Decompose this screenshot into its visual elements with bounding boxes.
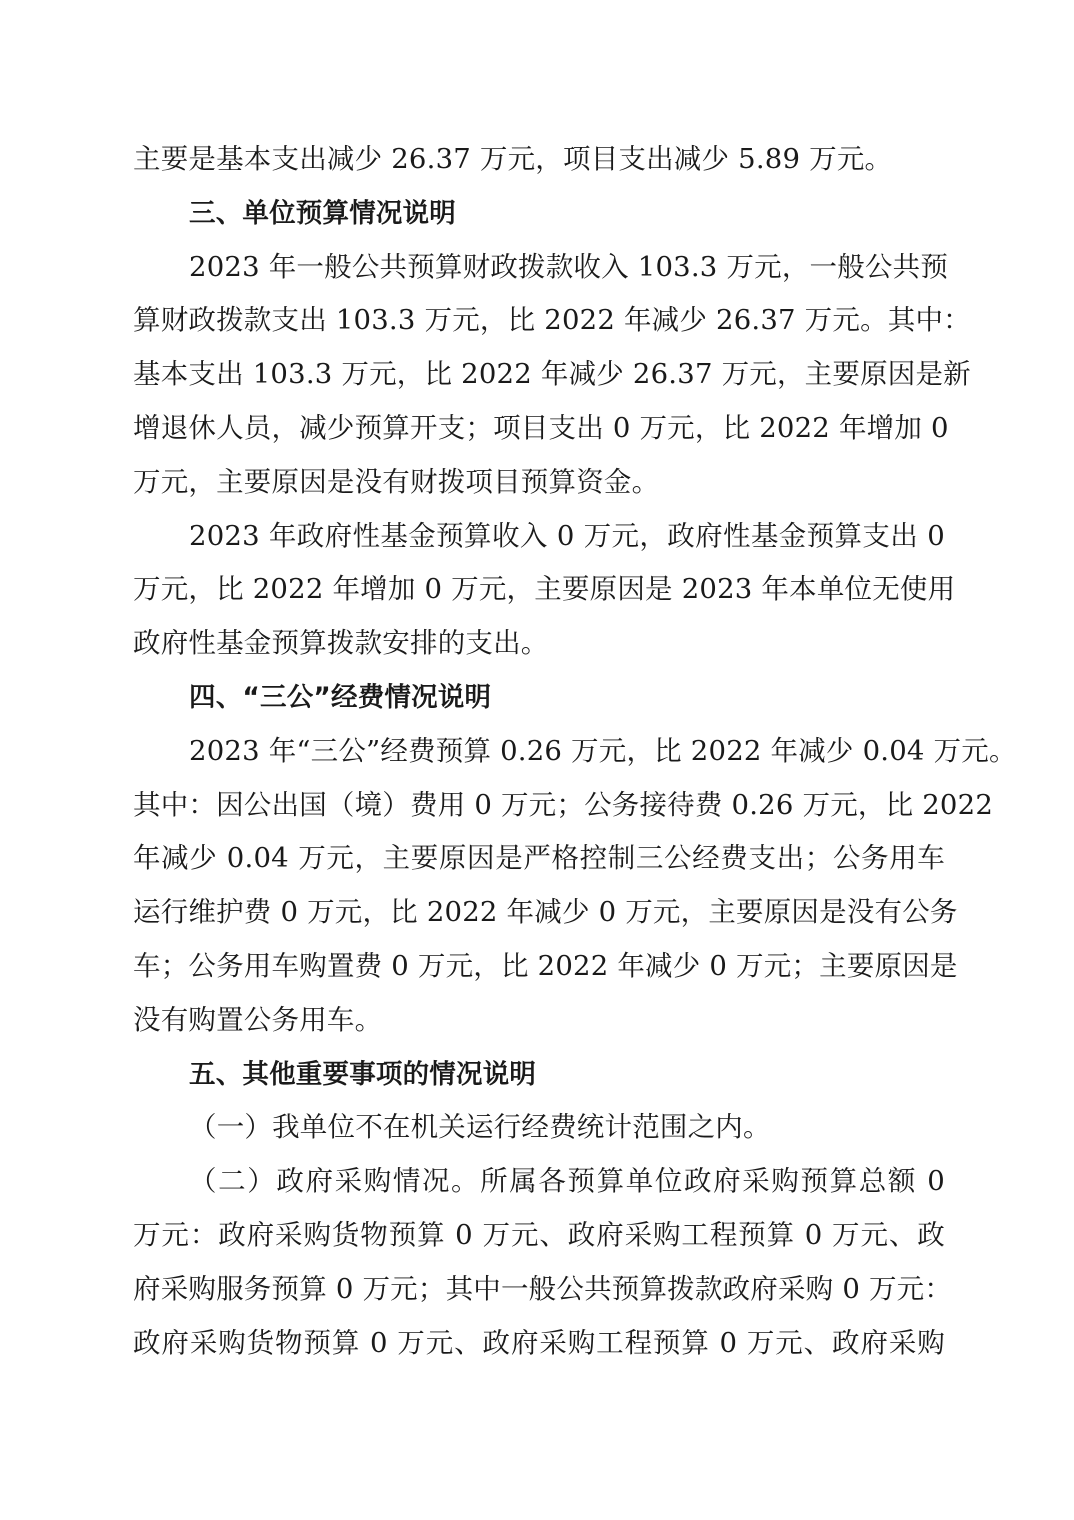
section-heading: 四、“三公”经费情况说明 xyxy=(189,681,492,713)
paragraph-line: 基本支出 103.3 万元，比 2022 年减少 26.37 万元，主要原因是新 xyxy=(133,358,971,391)
paragraph-line: 万元，主要原因是没有财拨项目预算资金。 xyxy=(133,465,660,498)
paragraph-line: 算财政拨款支出 103.3 万元，比 2022 年减少 26.37 万元。其中： xyxy=(133,304,971,337)
paragraph-line: 车；公务用车购置费 0 万元，比 2022 年减少 0 万元；主要原因是 xyxy=(133,949,958,982)
paragraph-line: 增退休人员，减少预算开支；项目支出 0 万元，比 2022 年增加 0 xyxy=(133,411,949,444)
paragraph-line: 2023 年一般公共预算财政拨款收入 103.3 万元，一般公共预 xyxy=(189,250,949,283)
paragraph-line: 政府采购货物预算 0 万元、政府采购工程预算 0 万元、政府采购 xyxy=(133,1326,945,1359)
paragraph-line: 运行维护费 0 万元，比 2022 年减少 0 万元，主要原因是没有公务 xyxy=(133,896,958,929)
paragraph-line: 2023 年“三公”经费预算 0.26 万元，比 2022 年减少 0.04 万元。 xyxy=(189,734,1017,767)
section-heading: 三、单位预算情况说明 xyxy=(189,197,456,229)
paragraph-line: 政府性基金预算拨款安排的支出。 xyxy=(133,627,549,660)
paragraph-line: 万元，比 2022 年增加 0 万元，主要原因是 2023 年本单位无使用 xyxy=(133,573,956,606)
paragraph-line: 其中：因公出国（境）费用 0 万元；公务接待费 0.26 万元，比 2022 xyxy=(133,788,994,821)
paragraph-line: 没有购置公务用车。 xyxy=(133,1003,383,1036)
paragraph-line: 万元：政府采购货物预算 0 万元、政府采购工程预算 0 万元、政 xyxy=(133,1218,945,1251)
paragraph-line: 府采购服务预算 0 万元；其中一般公共预算拨款政府采购 0 万元： xyxy=(133,1272,953,1305)
paragraph-line: （一）我单位不在机关运行经费统计范围之内。 xyxy=(189,1111,771,1144)
paragraph-line: 2023 年政府性基金预算收入 0 万元，政府性基金预算支出 0 xyxy=(189,519,945,552)
paragraph-line: （二）政府采购情况。所属各预算单位政府采购预算总额 0 xyxy=(189,1165,945,1198)
section-heading: 五、其他重要事项的情况说明 xyxy=(189,1058,537,1090)
document-page xyxy=(133,133,1017,1370)
paragraph-line: 年减少 0.04 万元，主要原因是严格控制三公经费支出；公务用车 xyxy=(133,842,945,875)
paragraph-line: 主要是基本支出减少 26.37 万元，项目支出减少 5.89 万元。 xyxy=(133,143,893,175)
